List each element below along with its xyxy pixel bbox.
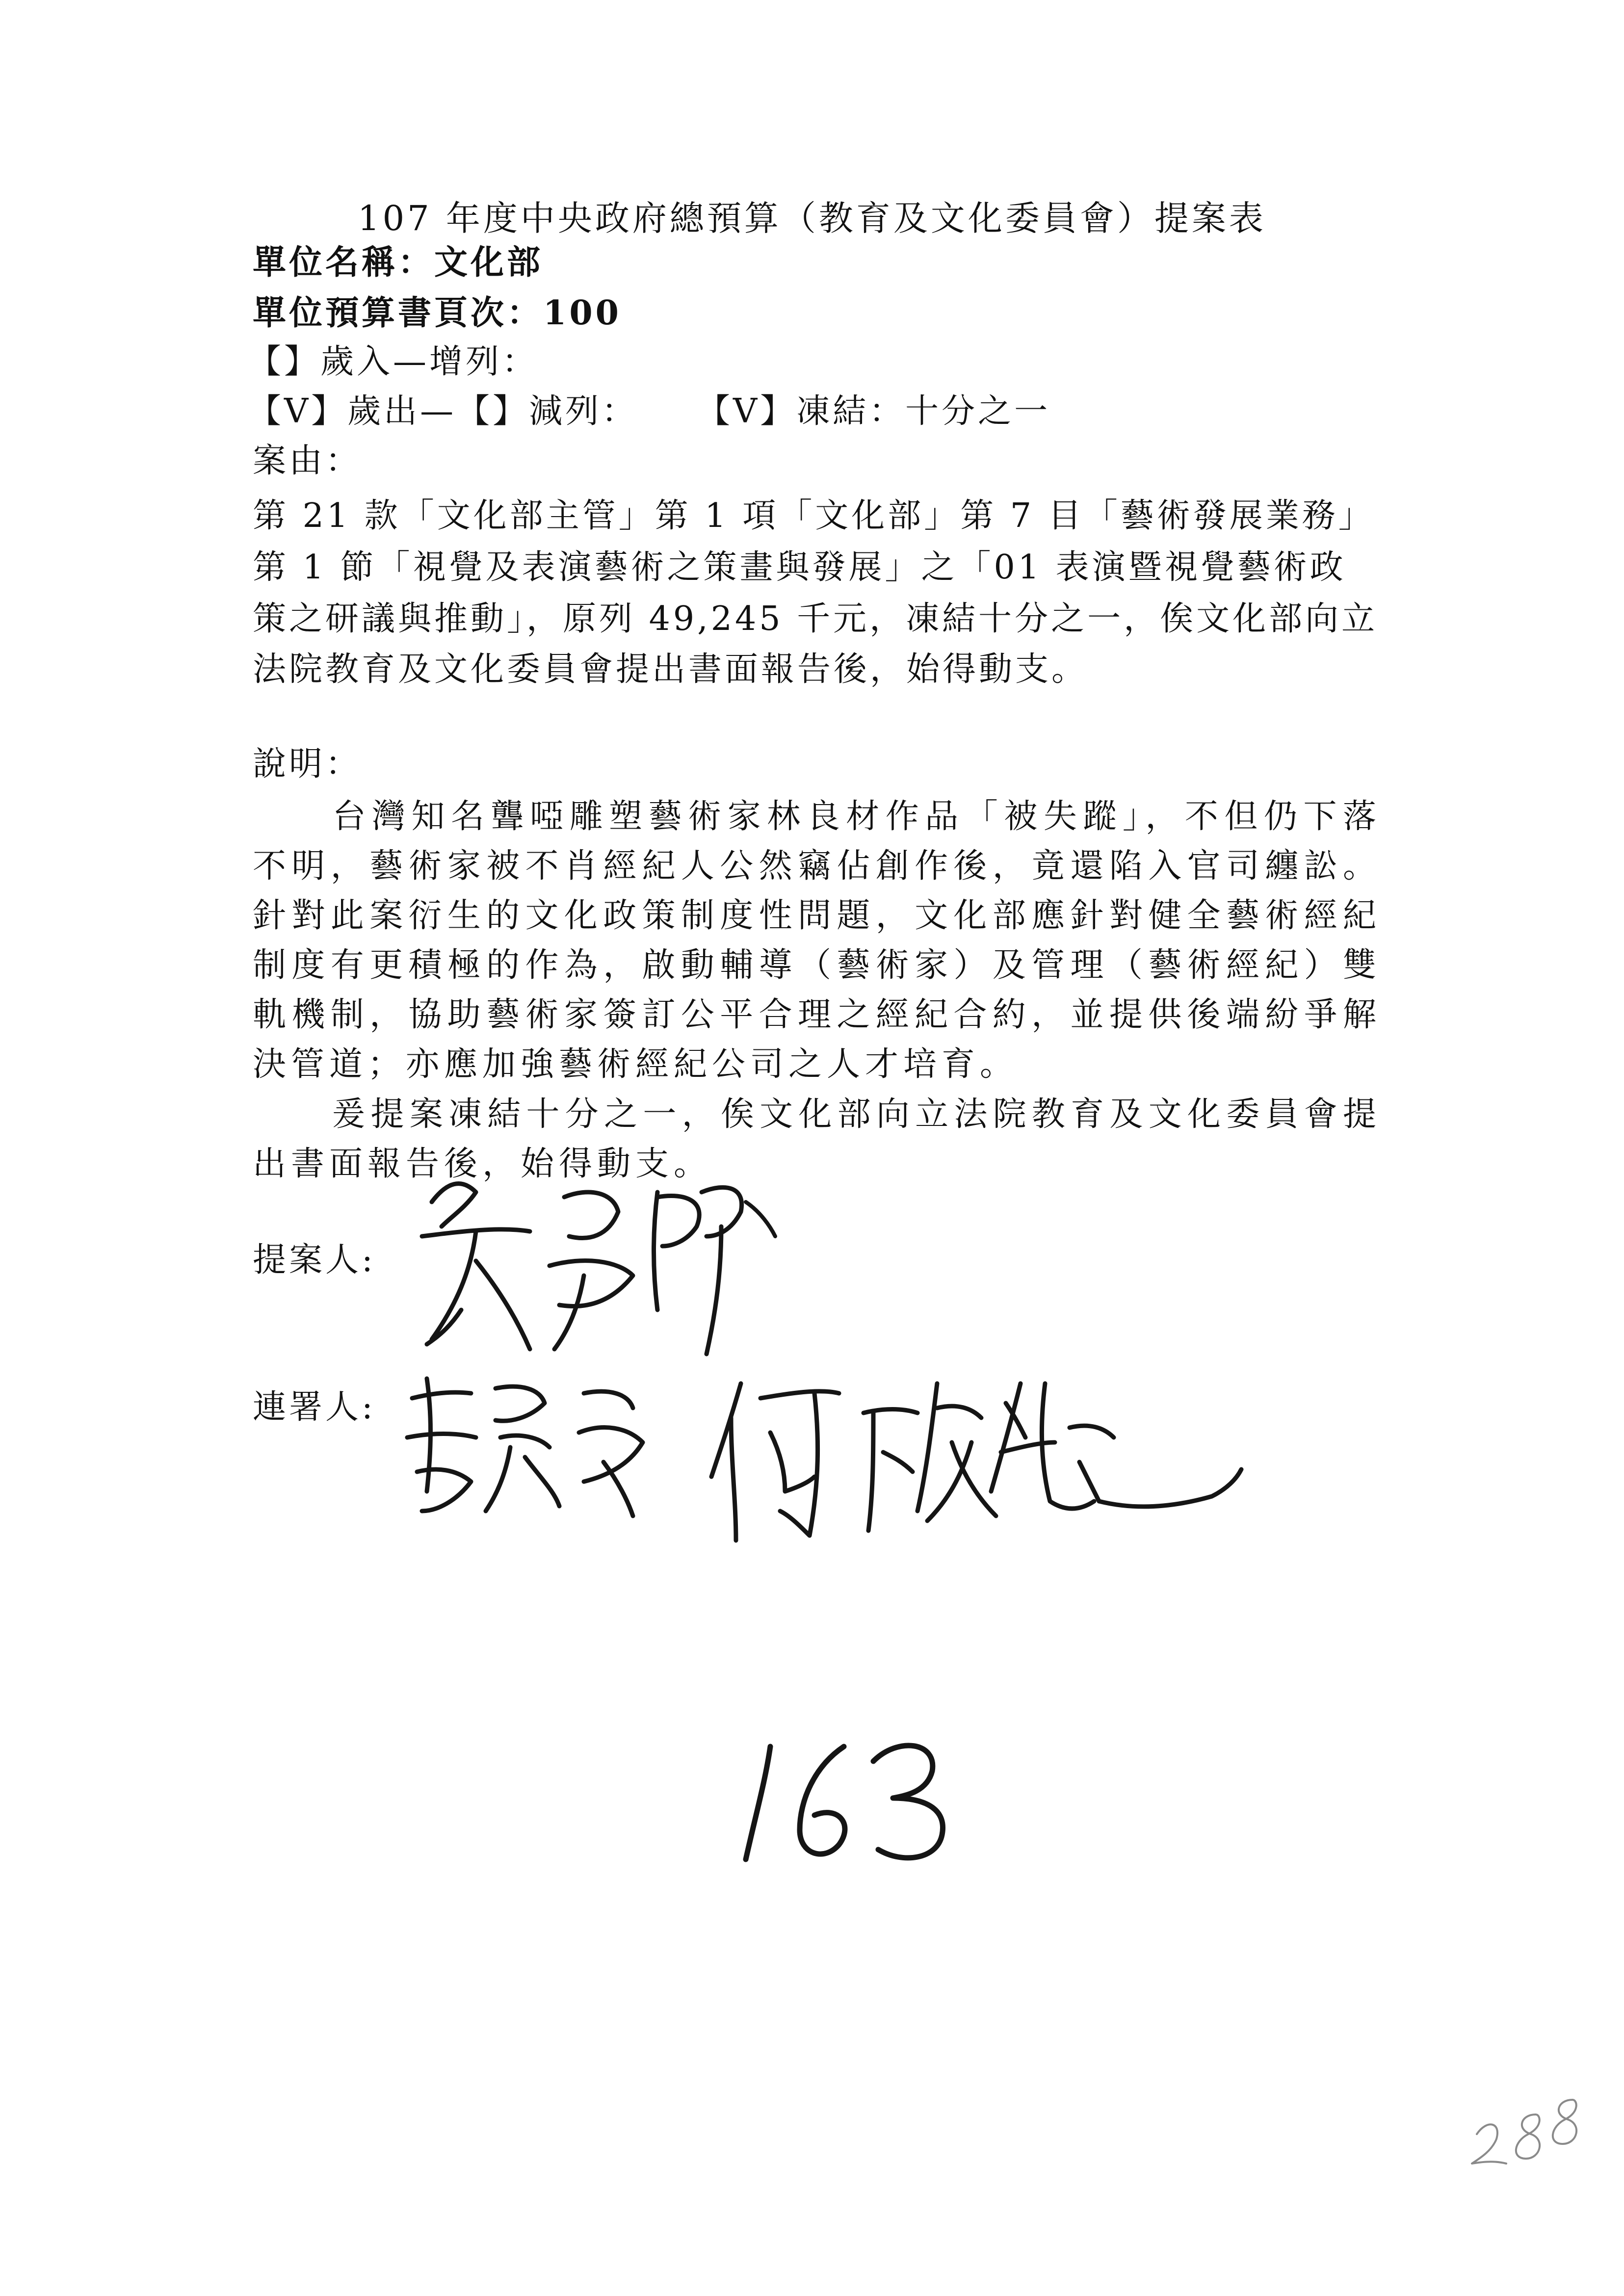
explanation-paragraph-text: 爰提案凍結十分之一，俟文化部向立法院教育及文化委員會提出書面報告後，始得動支。	[253, 1095, 1381, 1183]
explanation-paragraph-text: 台灣知名聾啞雕塑藝術家林良材作品「被失蹤」，不但仍下落不明，藝術家被不肖經紀人公然竊佔創作後，竟還陷入官司纏訟。針對此案衍生的文化政策制度性問題，文化部應針對健全藝術經紀制度有更積極的作為，啟動輔導（藝術家）及管理（藝術經紀）雙軌機制，協助藝術家簽訂公平合理之經紀合約，並提供後端紛爭解決管道；亦應加強藝術經紀公司之人才培育。	[253, 797, 1381, 1084]
reason-label: 案由：	[253, 442, 362, 480]
proposer-label: 提案人:	[253, 1241, 376, 1279]
corner-note-drawing	[1467, 2095, 1590, 2178]
freeze-line: 【V】凍結：十分之一	[697, 392, 1051, 431]
reason-line: 第 1 節「視覺及表演藝術之策畫與發展」之「01 表演暨視覺藝術政	[253, 548, 1346, 587]
cosigner-signature-1	[397, 1364, 672, 1531]
corner-note	[1467, 2095, 1590, 2178]
budget-page-number: 單位預算書頁次：100	[253, 293, 622, 333]
explanation-paragraph	[253, 792, 1381, 1089]
explanation-label: 說明：	[253, 745, 362, 783]
handwritten-page-number	[731, 1717, 967, 1874]
reason-line: 第 21 款「文化部主管」第 1 項「文化部」第 7 目「藝術發展業務」	[253, 496, 1375, 535]
revenue-line: 【】歲入—增列：	[248, 342, 539, 381]
expenditure-line: 【V】歲出—【】減列：	[248, 392, 638, 431]
handwritten-page-number-drawing	[731, 1717, 967, 1874]
unit-name: 單位名稱：文化部	[253, 243, 544, 282]
document-title: 107 年度中央政府總預算（教育及文化委員會）提案表	[358, 198, 1266, 238]
reason-line: 策之研議與推動」，原列 49,245 千元，凍結十分之一，俟文化部向立	[253, 600, 1378, 638]
reason-line: 法院教育及文化委員會提出書面報告後，始得動支。	[253, 650, 1088, 689]
proposer-signature	[402, 1163, 795, 1379]
cosigner-label: 連署人:	[253, 1388, 376, 1427]
cosigner-signature-2	[707, 1354, 1246, 1590]
